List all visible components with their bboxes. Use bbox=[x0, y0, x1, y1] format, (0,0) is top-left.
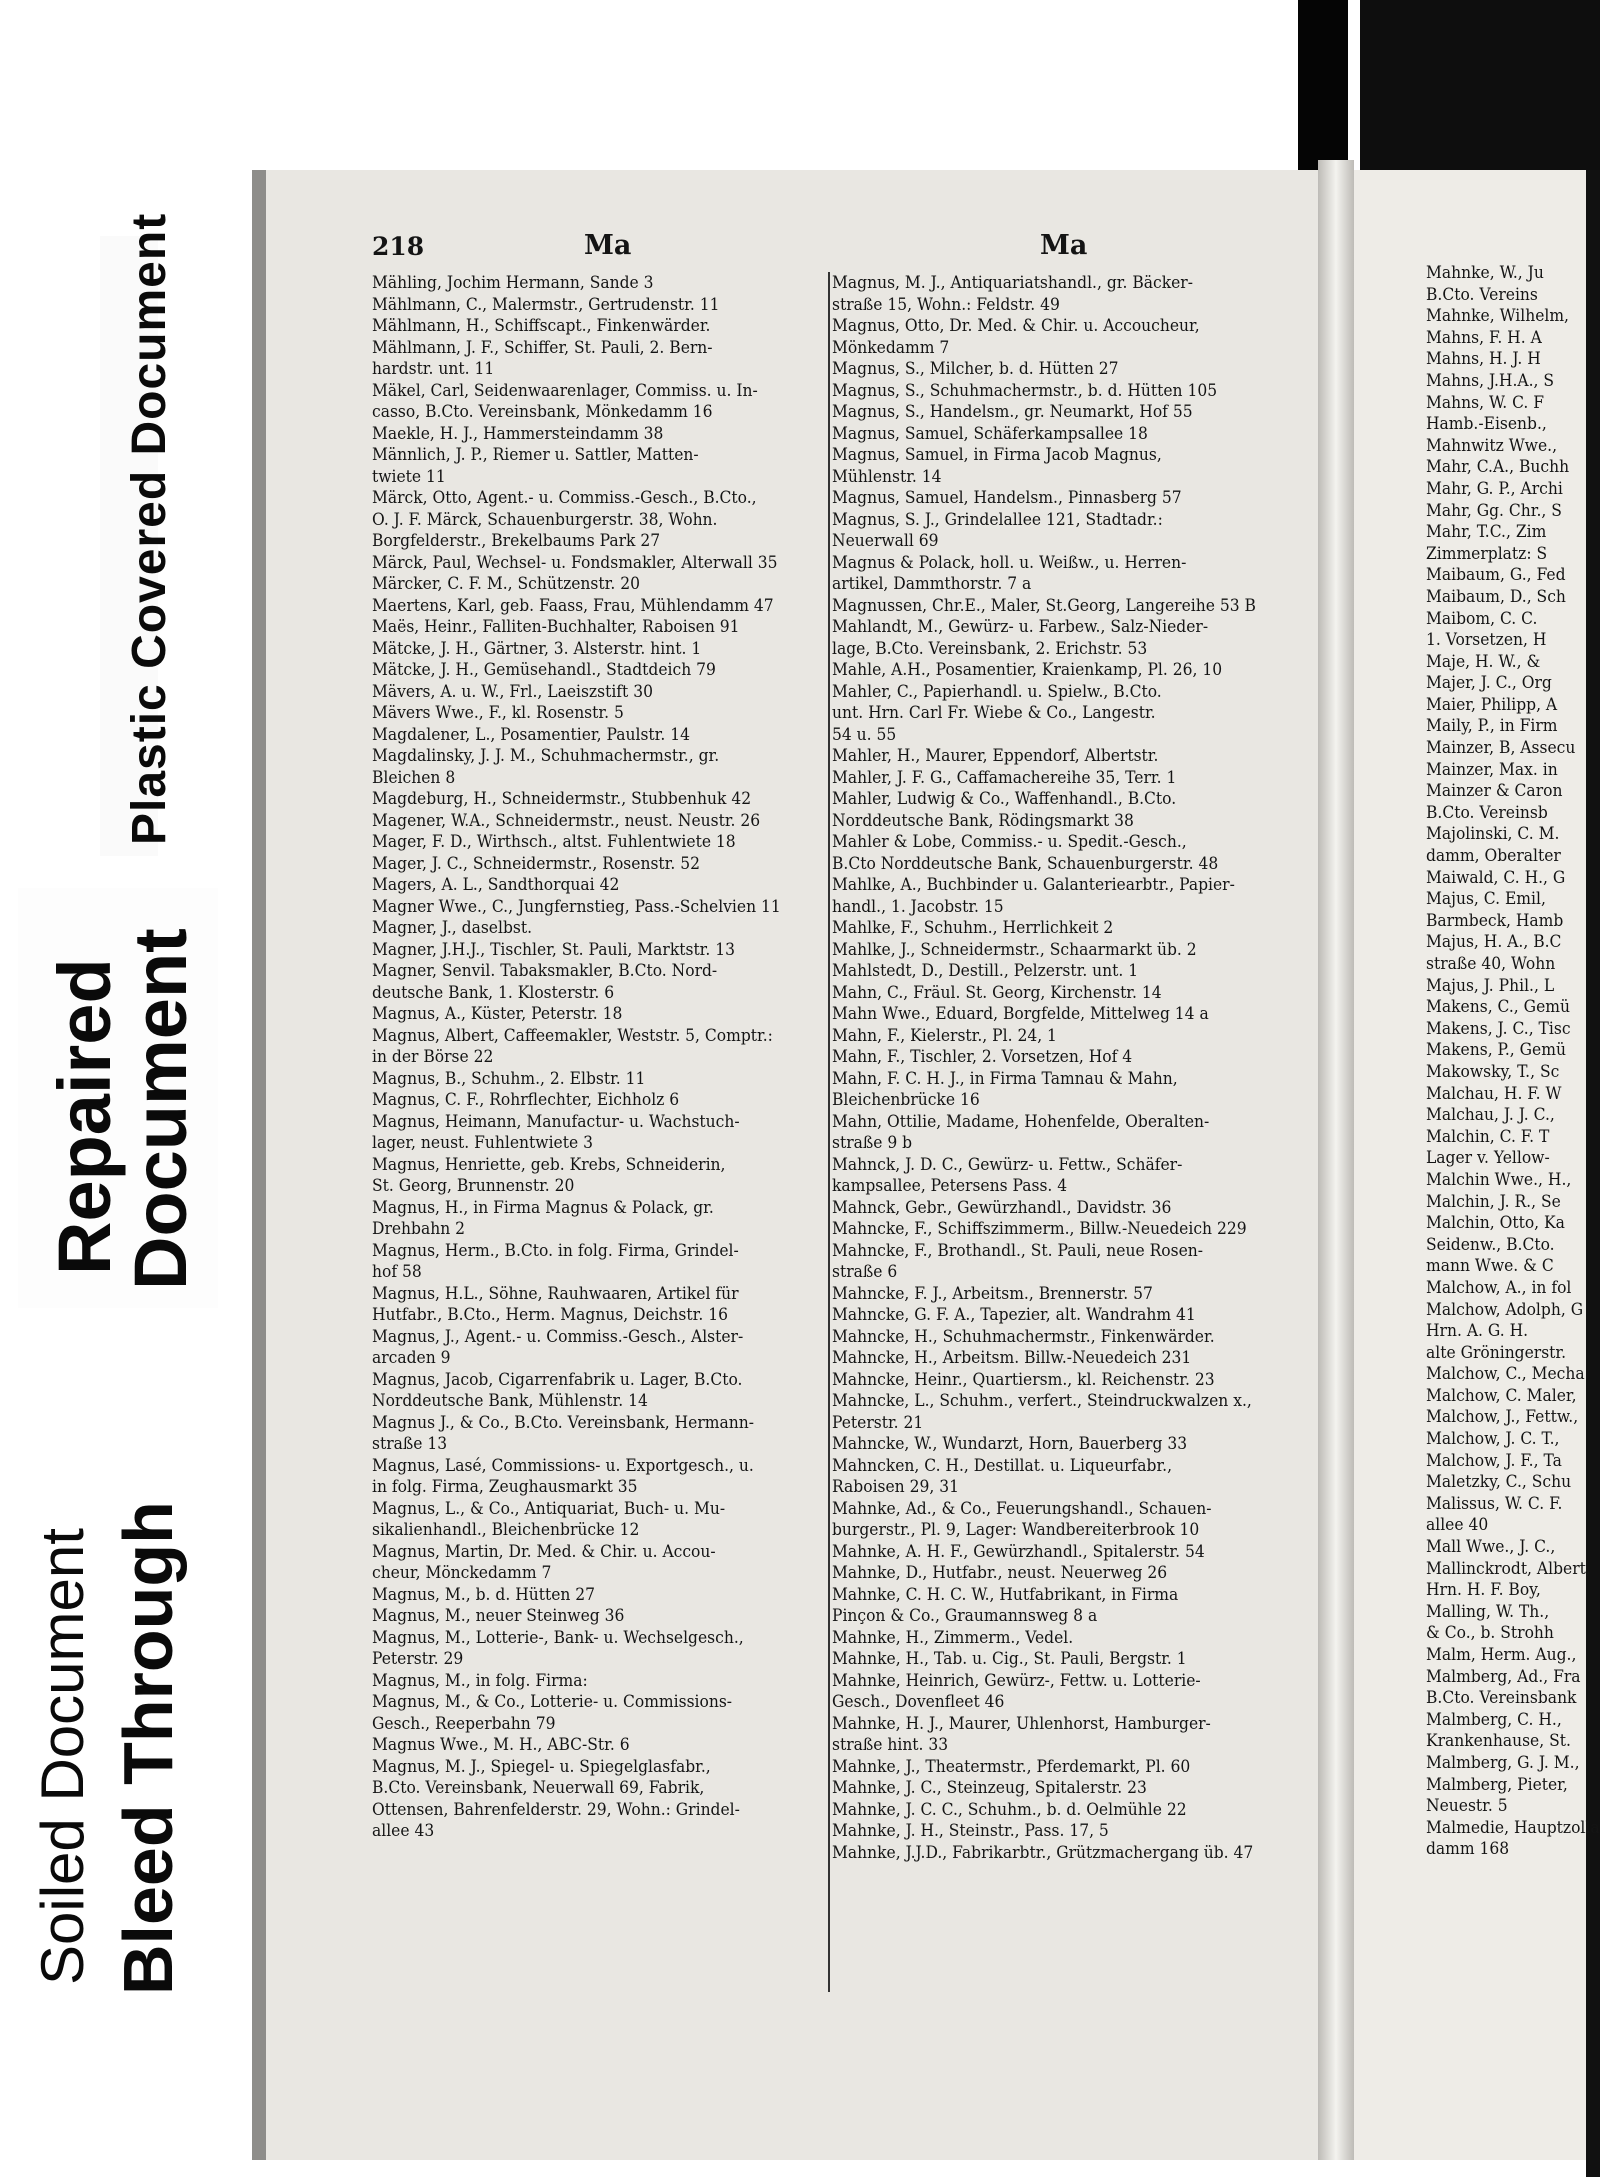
directory-entry-line: Mahnke, Ad., & Co., Feuerungshandl., Schauen- bbox=[832, 1497, 1212, 1518]
directory-entry-line: Pinçon & Co., Graumannsweg 8 a bbox=[832, 1605, 1098, 1625]
directory-entry-line: Märcker, C. F. M., Schützenstr. 20 bbox=[372, 573, 640, 593]
directory-entry-line: Malchow, C., Mecha bbox=[1426, 1363, 1585, 1384]
directory-entry-line: B.Cto. Vereinsbank bbox=[1426, 1687, 1577, 1708]
directory-entry-line: Malchow, C. Maler, bbox=[1426, 1384, 1577, 1405]
directory-entry-line: Magnus, Otto, Dr. Med. & Chir. u. Accoucheur, bbox=[832, 315, 1200, 335]
directory-entry-line: Mall Wwe., J. C., bbox=[1426, 1536, 1556, 1557]
directory-entry-line: Mahlke, F., Schuhm., Herrlichkeit 2 bbox=[832, 917, 1114, 937]
directory-entry-line: O. J. F. Märck, Schauenburgerstr. 38, Wohn. bbox=[372, 508, 718, 529]
directory-entry-line: Magnus, M., neuer Steinweg 36 bbox=[372, 1605, 625, 1625]
directory-entry-line: Mähling, Jochim Hermann, Sande 3 bbox=[372, 272, 654, 292]
running-header-right: Ma bbox=[1040, 230, 1088, 261]
directory-entry-line: Malchau, J. J. C., bbox=[1426, 1104, 1555, 1125]
directory-entry-line: Magener, W.A., Schneidermstr., neust. Neustr. 26 bbox=[372, 809, 761, 830]
directory-entry-line: Malchin, C. F. T bbox=[1426, 1125, 1550, 1146]
directory-entry-line: Majolinski, C. M. bbox=[1426, 823, 1560, 844]
directory-entry-line: Magnus, H.L., Söhne, Rauhwaaren, Artikel für bbox=[372, 1282, 739, 1303]
directory-entry-line: Hrn. H. F. Boy, bbox=[1426, 1579, 1541, 1600]
directory-entry-line: Maletzky, C., Schu bbox=[1426, 1471, 1572, 1492]
directory-entry-line: Malmberg, C. H., bbox=[1426, 1708, 1562, 1729]
directory-entry-line: burgerstr., Pl. 9, Lager: Wandbereiterbrook 10 bbox=[832, 1519, 1200, 1539]
scan-dark-border-right bbox=[1360, 0, 1600, 178]
directory-entry-line: Mainzer, Max. in bbox=[1426, 758, 1558, 779]
directory-entry-line: Magnus, S., Handelsm., gr. Neumarkt, Hof 55 bbox=[832, 401, 1193, 421]
directory-entry-line: Mainzer, B, Assecu bbox=[1426, 737, 1576, 758]
directory-entry-line: & Co., b. Strohh bbox=[1426, 1622, 1554, 1643]
label-plastic-covered: Plastic Covered Document bbox=[123, 212, 176, 845]
directory-entry-line: Mahns, H. J. H bbox=[1426, 348, 1541, 369]
directory-entry-line: Maiwald, C. H., G bbox=[1426, 866, 1566, 887]
directory-entry-line: Gesch., Dovenfleet 46 bbox=[832, 1691, 1005, 1711]
directory-entry-line: Mahn Wwe., Eduard, Borgfelde, Mittelweg 14 a bbox=[832, 1003, 1209, 1023]
directory-entry-line: Mahlandt, M., Gewürz- u. Farbew., Salz-Nieder- bbox=[832, 616, 1209, 636]
directory-entry-line: Neuestr. 5 bbox=[1426, 1795, 1508, 1816]
directory-entry-line: Mahn, F., Kielerstr., Pl. 24, 1 bbox=[832, 1024, 1057, 1045]
directory-column-left bbox=[372, 272, 824, 1842]
page-number: 218 bbox=[372, 232, 425, 261]
directory-entry-line: St. Georg, Brunnenstr. 20 bbox=[372, 1175, 575, 1195]
directory-entry-line: Mählmann, C., Malermstr., Gertrudenstr. 11 bbox=[372, 293, 720, 314]
directory-entry-line: Magnus, M. J., Antiquariatshandl., gr. Bäcker- bbox=[832, 272, 1193, 292]
directory-entry-line: B.Cto. Vereinsb bbox=[1426, 801, 1548, 822]
directory-entry-line: Magnus, H., in Firma Magnus & Polack, gr. bbox=[372, 1196, 714, 1217]
directory-entry-line: Malchow, J. F., Ta bbox=[1426, 1449, 1562, 1470]
directory-entry-line: Malling, W. Th., bbox=[1426, 1600, 1550, 1621]
directory-entry-line: Norddeutsche Bank, Rödingsmarkt 38 bbox=[832, 809, 1134, 830]
directory-entry-line: Malchow, J., Fettw., bbox=[1426, 1406, 1579, 1427]
directory-entry-line: Mählmann, H., Schiffscapt., Finkenwärder. bbox=[372, 315, 711, 335]
directory-entry-line: Magnus, Samuel, Handelsm., Pinnasberg 57 bbox=[832, 487, 1182, 507]
directory-entry-line: cheur, Mönckedamm 7 bbox=[372, 1562, 552, 1582]
directory-entry-line: Mahler, H., Maurer, Eppendorf, Albertstr. bbox=[832, 745, 1159, 765]
directory-entry-line: Drehbahn 2 bbox=[372, 1218, 466, 1238]
label-soiled-document: Soiled Document bbox=[29, 1528, 96, 1985]
directory-entry-line: Märck, Otto, Agent.- u. Commiss.-Gesch., B.Cto., bbox=[372, 487, 757, 507]
directory-entry-line: B.Cto Norddeutsche Bank, Schauenburgerstr. 48 bbox=[832, 852, 1219, 873]
directory-entry-line: Mahncke, F. J., Arbeitsm., Brennerstr. 57 bbox=[832, 1282, 1153, 1303]
directory-entry-line: Magnus J., & Co., B.Cto. Vereinsbank, Hermann- bbox=[372, 1411, 754, 1432]
directory-entry-line: Mahnke, A. H. F., Gewürzhandl., Spitalerstr. 54 bbox=[832, 1540, 1205, 1561]
directory-entry-line: Magner, J., daselbst. bbox=[372, 917, 533, 937]
directory-entry-line: Mählmann, J. F., Schiffer, St. Pauli, 2. Bern- bbox=[372, 336, 713, 357]
directory-entry-line: Magnus, Lasé, Commissions- u. Exportgesch., u. bbox=[372, 1454, 754, 1475]
directory-entry-line: Mahnke, J.J.D., Fabrikarbtr., Grützmachergang üb. 47 bbox=[832, 1841, 1254, 1862]
directory-entry-line: Mahnke, C. H. C. W., Hutfabrikant, in Firma bbox=[832, 1583, 1179, 1604]
directory-entry-line: Mainzer & Caron bbox=[1426, 780, 1563, 801]
directory-entry-line: Mahler, Ludwig & Co., Waffenhandl., B.Cto. bbox=[832, 788, 1177, 808]
directory-entry-line: Mävers, A. u. W., Frl., Laeiszstift 30 bbox=[372, 680, 653, 701]
directory-entry-line: Mahncken, C. H., Destillat. u. Liqueurfabr., bbox=[832, 1454, 1173, 1475]
directory-entry-line: Magnus, S., Schuhmachermstr., b. d. Hütten 105 bbox=[832, 379, 1218, 400]
directory-entry-line: deutsche Bank, 1. Klosterstr. 6 bbox=[372, 981, 615, 1002]
scan-dark-border bbox=[1298, 0, 1348, 178]
directory-entry-line: Mahn, Ottilie, Madame, Hohenfelde, Oberalten- bbox=[832, 1110, 1210, 1131]
directory-entry-line: Majus, H. A., B.C bbox=[1426, 931, 1562, 952]
directory-column-facing-page bbox=[1426, 262, 1600, 1860]
directory-entry-line: handl., 1. Jacobstr. 15 bbox=[832, 895, 1004, 916]
directory-entry-line: Mühlenstr. 14 bbox=[832, 465, 942, 486]
directory-entry-line: Magnus, B., Schuhm., 2. Elbstr. 11 bbox=[372, 1067, 646, 1088]
directory-entry-line: Mahlke, J., Schneidermstr., Schaarmarkt üb. 2 bbox=[832, 938, 1197, 959]
directory-entry-line: Magnus & Polack, holl. u. Weißw., u. Herren- bbox=[832, 551, 1187, 572]
directory-entry-line: Mätcke, J. H., Gemüsehandl., Stadtdeich 79 bbox=[372, 659, 716, 679]
directory-entry-line: damm, Oberalter bbox=[1426, 845, 1561, 866]
directory-entry-line: unt. Hrn. Carl Fr. Wiebe & Co., Langestr. bbox=[832, 702, 1156, 722]
directory-entry-line: Mahncke, G. F. A., Tapezier, alt. Wandrahm 41 bbox=[832, 1304, 1196, 1324]
directory-entry-line: straße 15, Wohn.: Feldstr. 49 bbox=[832, 293, 1060, 314]
directory-entry-line: Majus, J. Phil., L bbox=[1426, 974, 1555, 995]
directory-entry-line: alte Gröningerstr. bbox=[1426, 1341, 1567, 1362]
directory-entry-line: Maibaum, G., Fed bbox=[1426, 564, 1566, 585]
directory-entry-line: Mahler, C., Papierhandl. u. Spielw., B.Cto. bbox=[832, 680, 1162, 701]
directory-entry-line: Mahncke, Heinr., Quartiersm., kl. Reichenstr. 23 bbox=[832, 1368, 1215, 1389]
directory-entry-line: Makens, J. C., Tisc bbox=[1426, 1017, 1571, 1038]
directory-entry-line: Malchow, A., in fol bbox=[1426, 1276, 1572, 1297]
directory-entry-line: straße 6 bbox=[832, 1261, 898, 1281]
directory-entry-line: Peterstr. 29 bbox=[372, 1648, 464, 1668]
directory-entry-line: Magnussen, Chr.E., Maler, St.Georg, Langereihe 53 B bbox=[832, 594, 1256, 615]
directory-entry-line: Malmedie, Hauptzolla bbox=[1426, 1816, 1600, 1837]
directory-entry-line: casso, B.Cto. Vereinsbank, Mönkedamm 16 bbox=[372, 401, 713, 421]
directory-entry-line: Mahler & Lobe, Commiss.- u. Spedit.-Gesch., bbox=[832, 831, 1187, 851]
directory-entry-line: Mahle, A.H., Posamentier, Kraienkamp, Pl. 26, 10 bbox=[832, 659, 1223, 679]
directory-entry-line: Mahncke, W., Wundarzt, Horn, Bauerberg 33 bbox=[832, 1433, 1188, 1453]
directory-entry-line: Krankenhause, St. bbox=[1426, 1730, 1571, 1751]
directory-entry-line: Magdalinsky, J. J. M., Schuhmachermstr., gr. bbox=[372, 745, 720, 765]
directory-entry-line: Neuerwall 69 bbox=[832, 530, 939, 550]
directory-entry-line: Mahns, W. C. F bbox=[1426, 391, 1545, 412]
directory-entry-line: Hutfabr., B.Cto., Herm. Magnus, Deichstr. 16 bbox=[372, 1304, 728, 1324]
directory-entry-line: kampsallee, Petersens Pass. 4 bbox=[832, 1175, 1068, 1195]
directory-entry-line: Makowsky, T., Sc bbox=[1426, 1060, 1560, 1081]
directory-entry-line: Mahnke, Wilhelm, bbox=[1426, 305, 1569, 326]
directory-entry-line: Malchin, J. R., Se bbox=[1426, 1190, 1561, 1211]
directory-entry-line: Mahnke, J. H., Steinstr., Pass. 17, 5 bbox=[832, 1820, 1109, 1840]
directory-entry-line: Magnus, J., Agent.- u. Commiss.-Gesch., Alster- bbox=[372, 1325, 744, 1346]
directory-entry-line: Maje, H. W., & bbox=[1426, 650, 1541, 671]
directory-entry-line: Mahncke, F., Brothandl., St. Pauli, neue Rosen- bbox=[832, 1239, 1204, 1260]
directory-entry-line: straße 9 b bbox=[832, 1132, 913, 1152]
directory-entry-line: Magnus, Herm., B.Cto. in folg. Firma, Grindel- bbox=[372, 1239, 739, 1260]
directory-entry-line: Magnus Wwe., M. H., ABC-Str. 6 bbox=[372, 1734, 630, 1754]
directory-entry-line: Magnus, M., Lotterie-, Bank- u. Wechselgesch., bbox=[372, 1626, 744, 1647]
directory-entry-line: Mahnke, J., Theatermstr., Pferdemarkt, Pl. 60 bbox=[832, 1755, 1191, 1776]
directory-entry-line: Mahnwitz Wwe., bbox=[1426, 434, 1558, 455]
directory-entry-line: Mahnke, W., Ju bbox=[1426, 262, 1544, 282]
directory-entry-line: Magnus, C. F., Rohrflechter, Eichholz 6 bbox=[372, 1089, 680, 1109]
directory-entry-line: Maertens, Karl, geb. Faass, Frau, Mühlendamm 47 bbox=[372, 594, 774, 615]
column-divider bbox=[828, 272, 830, 1992]
directory-entry-line: Magner Wwe., C., Jungfernstieg, Pass.-Schelvien 11 bbox=[372, 895, 781, 916]
directory-entry-line: Mahlke, A., Buchbinder u. Galanteriearbtr., Papier- bbox=[832, 874, 1235, 894]
directory-entry-line: Mahr, Gg. Chr., S bbox=[1426, 499, 1562, 520]
directory-entry-line: Zimmerplatz: S bbox=[1426, 542, 1548, 563]
directory-entry-line: Mahnke, H. J., Maurer, Uhlenhorst, Hamburger- bbox=[832, 1712, 1211, 1733]
directory-entry-line: Malmberg, G. J. M., bbox=[1426, 1751, 1580, 1772]
directory-entry-line: Malmberg, Ad., Fra bbox=[1426, 1665, 1581, 1686]
directory-entry-line: lager, neust. Fuhlentwiete 3 bbox=[372, 1132, 593, 1152]
directory-entry-line: twiete 11 bbox=[372, 465, 446, 486]
directory-entry-line: Mahnke, J. C., Steinzeug, Spitalerstr. 23 bbox=[832, 1777, 1147, 1797]
directory-entry-line: sikalienhandl., Bleichenbrücke 12 bbox=[372, 1519, 640, 1539]
directory-entry-line: Borgfelderstr., Brekelbaums Park 27 bbox=[372, 530, 661, 550]
directory-entry-line: Mahn, F., Tischler, 2. Vorsetzen, Hof 4 bbox=[832, 1046, 1133, 1066]
directory-entry-line: Magnus, Henriette, geb. Krebs, Schneiderin, bbox=[372, 1153, 726, 1174]
directory-entry-line: Majus, C. Emil, bbox=[1426, 888, 1546, 909]
directory-entry-line: Makens, P., Gemü bbox=[1426, 1039, 1566, 1060]
directory-entry-line: Magnus, S. J., Grindelallee 121, Stadtadr.: bbox=[832, 508, 1163, 529]
directory-entry-line: Malm, Herm. Aug., bbox=[1426, 1644, 1577, 1664]
directory-entry-line: Malchow, J. C. T., bbox=[1426, 1428, 1560, 1449]
directory-entry-line: Hamb.-Eisenb., bbox=[1426, 413, 1547, 434]
directory-entry-line: Seidenw., B.Cto. bbox=[1426, 1233, 1555, 1254]
directory-entry-line: Ottensen, Bahrenfelderstr. 29, Wohn.: Grindel- bbox=[372, 1798, 740, 1819]
directory-entry-line: Maibom, C. C. bbox=[1426, 607, 1538, 628]
directory-entry-line: Magnus, M., in folg. Firma: bbox=[372, 1669, 588, 1690]
directory-entry-line: Mallinckrodt, Albert, bbox=[1426, 1557, 1591, 1578]
directory-entry-line: Mahnck, Gebr., Gewürzhandl., Davidstr. 36 bbox=[832, 1196, 1172, 1217]
directory-entry-line: mann Wwe. & C bbox=[1426, 1255, 1554, 1276]
directory-entry-line: in der Börse 22 bbox=[372, 1046, 494, 1066]
directory-entry-line: Magnus, Samuel, in Firma Jacob Magnus, bbox=[832, 444, 1162, 464]
directory-entry-line: Magdalener, L., Posamentier, Paulstr. 14 bbox=[372, 723, 691, 744]
directory-entry-line: in folg. Firma, Zeughausmarkt 35 bbox=[372, 1476, 638, 1496]
directory-entry-line: Malchau, H. F. W bbox=[1426, 1082, 1562, 1103]
directory-entry-line: Mahnke, H., Zimmerm., Vedel. bbox=[832, 1626, 1074, 1647]
directory-entry-line: Maier, Philipp, A bbox=[1426, 693, 1558, 714]
directory-entry-line: straße 40, Wohn bbox=[1426, 953, 1556, 973]
directory-entry-line: Magdeburg, H., Schneidermstr., Stubbenhuk 42 bbox=[372, 788, 752, 808]
directory-entry-line: Mahler, J. F. G., Caffamachereihe 35, Terr. 1 bbox=[832, 766, 1177, 787]
directory-entry-line: Maibaum, D., Sch bbox=[1426, 585, 1566, 606]
directory-entry-line: Männlich, J. P., Riemer u. Sattler, Matten- bbox=[372, 444, 699, 464]
directory-entry-line: Mahr, C.A., Buchh bbox=[1426, 456, 1570, 477]
directory-entry-line: Magnus, Samuel, Schäferkampsallee 18 bbox=[832, 422, 1148, 443]
directory-entry-line: Bleichenbrücke 16 bbox=[832, 1089, 980, 1109]
directory-entry-line: Malchin, Otto, Ka bbox=[1426, 1212, 1565, 1233]
directory-entry-line: 54 u. 55 bbox=[832, 723, 897, 744]
directory-entry-line: Mahnke, Heinrich, Gewürz-, Fettw. u. Lotterie- bbox=[832, 1669, 1201, 1690]
directory-entry-line: Gesch., Reeperbahn 79 bbox=[372, 1712, 556, 1733]
directory-entry-line: B.Cto. Vereinsbank, Neuerwall 69, Fabrik, bbox=[372, 1777, 705, 1797]
directory-entry-line: Magnus, M., b. d. Hütten 27 bbox=[372, 1583, 596, 1604]
directory-entry-line: Magnus, Jacob, Cigarrenfabrik u. Lager, B.Cto. bbox=[372, 1368, 743, 1389]
directory-entry-line: Mahn, C., Fräul. St. Georg, Kirchenstr. 14 bbox=[832, 981, 1162, 1002]
directory-entry-line: Mahns, F. H. A bbox=[1426, 326, 1542, 347]
directory-entry-line: Mager, F. D., Wirthsch., altst. Fuhlentwiete 18 bbox=[372, 831, 736, 851]
directory-entry-line: Magnus, M. J., Spiegel- u. Spiegelglasfabr., bbox=[372, 1755, 711, 1776]
directory-entry-line: Malissus, W. C. F. bbox=[1426, 1492, 1563, 1513]
directory-entry-line: Mönkedamm 7 bbox=[832, 336, 950, 357]
directory-entry-line: arcaden 9 bbox=[372, 1347, 451, 1367]
directory-entry-line: Mävers Wwe., F., kl. Rosenstr. 5 bbox=[372, 702, 624, 722]
directory-entry-line: Mahncke, H., Schuhmachermstr., Finkenwärder. bbox=[832, 1325, 1215, 1346]
book-gutter bbox=[1318, 160, 1354, 2160]
directory-entry-line: damm 168 bbox=[1426, 1838, 1510, 1859]
directory-entry-line: Märck, Paul, Wechsel- u. Fondsmakler, Alterwall 35 bbox=[372, 551, 778, 572]
directory-entry-line: Magnus, Albert, Caffeemakler, Weststr. 5, Comptr.: bbox=[372, 1024, 773, 1045]
directory-entry-line: Magner, J.H.J., Tischler, St. Pauli, Marktstr. 13 bbox=[372, 938, 736, 959]
directory-entry-line: Mahns, J.H.A., S bbox=[1426, 369, 1555, 390]
running-header-left: Ma bbox=[584, 230, 632, 261]
directory-entry-line: B.Cto. Vereins bbox=[1426, 283, 1538, 304]
label-bleed-through: Bleed Through bbox=[109, 1501, 187, 1995]
directory-entry-line: Bleichen 8 bbox=[372, 766, 456, 787]
directory-entry-line: Magnus, Heimann, Manufactur- u. Wachstuch- bbox=[372, 1110, 740, 1131]
directory-entry-line: Magnus, A., Küster, Peterstr. 18 bbox=[372, 1003, 623, 1023]
directory-entry-line: Maily, P., in Firm bbox=[1426, 715, 1558, 736]
directory-entry-line: Mahnke, H., Tab. u. Cig., St. Pauli, Bergstr. 1 bbox=[832, 1648, 1187, 1668]
label-repaired-document: Document bbox=[119, 928, 202, 1290]
directory-entry-line: Magnus, M., & Co., Lotterie- u. Commissions- bbox=[372, 1691, 733, 1711]
directory-entry-line: Mahncke, H., Arbeitsm. Billw.-Neuedeich 231 bbox=[832, 1347, 1192, 1367]
directory-entry-line: Mahnke, J. C. C., Schuhm., b. d. Oelmühle 22 bbox=[832, 1798, 1187, 1819]
directory-entry-line: hardstr. unt. 11 bbox=[372, 358, 495, 378]
label-repaired: Repaired bbox=[43, 958, 126, 1275]
directory-entry-line: straße hint. 33 bbox=[832, 1734, 949, 1754]
directory-entry-line: Peterstr. 21 bbox=[832, 1411, 924, 1432]
directory-entry-line: Magnus, L., & Co., Antiquariat, Buch- u. Mu- bbox=[372, 1497, 726, 1518]
directory-entry-line: Majer, J. C., Org bbox=[1426, 672, 1552, 693]
directory-entry-line: Magnus, Martin, Dr. Med. & Chir. u. Accou- bbox=[372, 1540, 716, 1561]
directory-entry-line: Mahr, T.C., Zim bbox=[1426, 521, 1547, 542]
directory-entry-line: Mätcke, J. H., Gärtner, 3. Alsterstr. hint. 1 bbox=[372, 637, 702, 658]
directory-entry-line: allee 40 bbox=[1426, 1514, 1489, 1535]
directory-entry-line: 1. Vorsetzen, H bbox=[1426, 629, 1547, 650]
directory-entry-line: Malchow, Adolph, G bbox=[1426, 1298, 1584, 1319]
directory-entry-line: straße 13 bbox=[372, 1433, 448, 1453]
directory-entry-line: Mahnke, D., Hutfabr., neust. Neuerweg 26 bbox=[832, 1562, 1168, 1582]
directory-entry-line: Mahnck, J. D. C., Gewürz- u. Fettw., Schäfer- bbox=[832, 1153, 1183, 1174]
directory-entry-line: Raboisen 29, 31 bbox=[832, 1476, 959, 1496]
directory-entry-line: lage, B.Cto. Vereinsbank, 2. Erichstr. 53 bbox=[832, 637, 1148, 658]
directory-entry-line: allee 43 bbox=[372, 1820, 435, 1840]
directory-entry-line: Magnus, S., Milcher, b. d. Hütten 27 bbox=[832, 358, 1119, 378]
directory-entry-line: Lager v. Yellow- bbox=[1426, 1147, 1550, 1168]
directory-entry-line: artikel, Dammthorstr. 7 a bbox=[832, 573, 1032, 593]
directory-entry-line: Mäkel, Carl, Seidenwaarenlager, Commiss. u. In- bbox=[372, 379, 758, 400]
directory-entry-line: Makens, C., Gemü bbox=[1426, 996, 1570, 1017]
directory-entry-line: Mahr, G. P., Archi bbox=[1426, 477, 1563, 498]
directory-entry-line: Magers, A. L., Sandthorquai 42 bbox=[372, 874, 620, 894]
directory-entry-line: Norddeutsche Bank, Mühlenstr. 14 bbox=[372, 1390, 648, 1410]
directory-entry-line: Malmberg, Pieter, bbox=[1426, 1773, 1568, 1794]
directory-entry-line: Mahlstedt, D., Destill., Pelzerstr. unt. 1 bbox=[832, 960, 1139, 980]
directory-entry-line: Malchin Wwe., H., bbox=[1426, 1168, 1572, 1189]
directory-entry-line: Mager, J. C., Schneidermstr., Rosenstr. 52 bbox=[372, 852, 700, 873]
directory-entry-line: Barmbeck, Hamb bbox=[1426, 909, 1564, 930]
directory-entry-line: Mahn, F. C. H. J., in Firma Tamnau & Mahn, bbox=[832, 1067, 1178, 1088]
directory-entry-line: Maës, Heinr., Falliten-Buchhalter, Raboisen 91 bbox=[372, 616, 740, 636]
directory-column-middle bbox=[832, 272, 1312, 1863]
directory-entry-line: Mahncke, F., Schiffszimmerm., Billw.-Neuedeich 229 bbox=[832, 1218, 1247, 1238]
directory-entry-line: Mahncke, L., Schuhm., verfert., Steindruckwalzen x., bbox=[832, 1390, 1252, 1410]
directory-entry-line: Maekle, H. J., Hammersteindamm 38 bbox=[372, 422, 664, 443]
directory-entry-line: hof 58 bbox=[372, 1261, 422, 1281]
directory-entry-line: Magner, Senvil. Tabaksmakler, B.Cto. Nord- bbox=[372, 960, 718, 980]
directory-entry-line: Hrn. A. G. H. bbox=[1426, 1320, 1529, 1341]
